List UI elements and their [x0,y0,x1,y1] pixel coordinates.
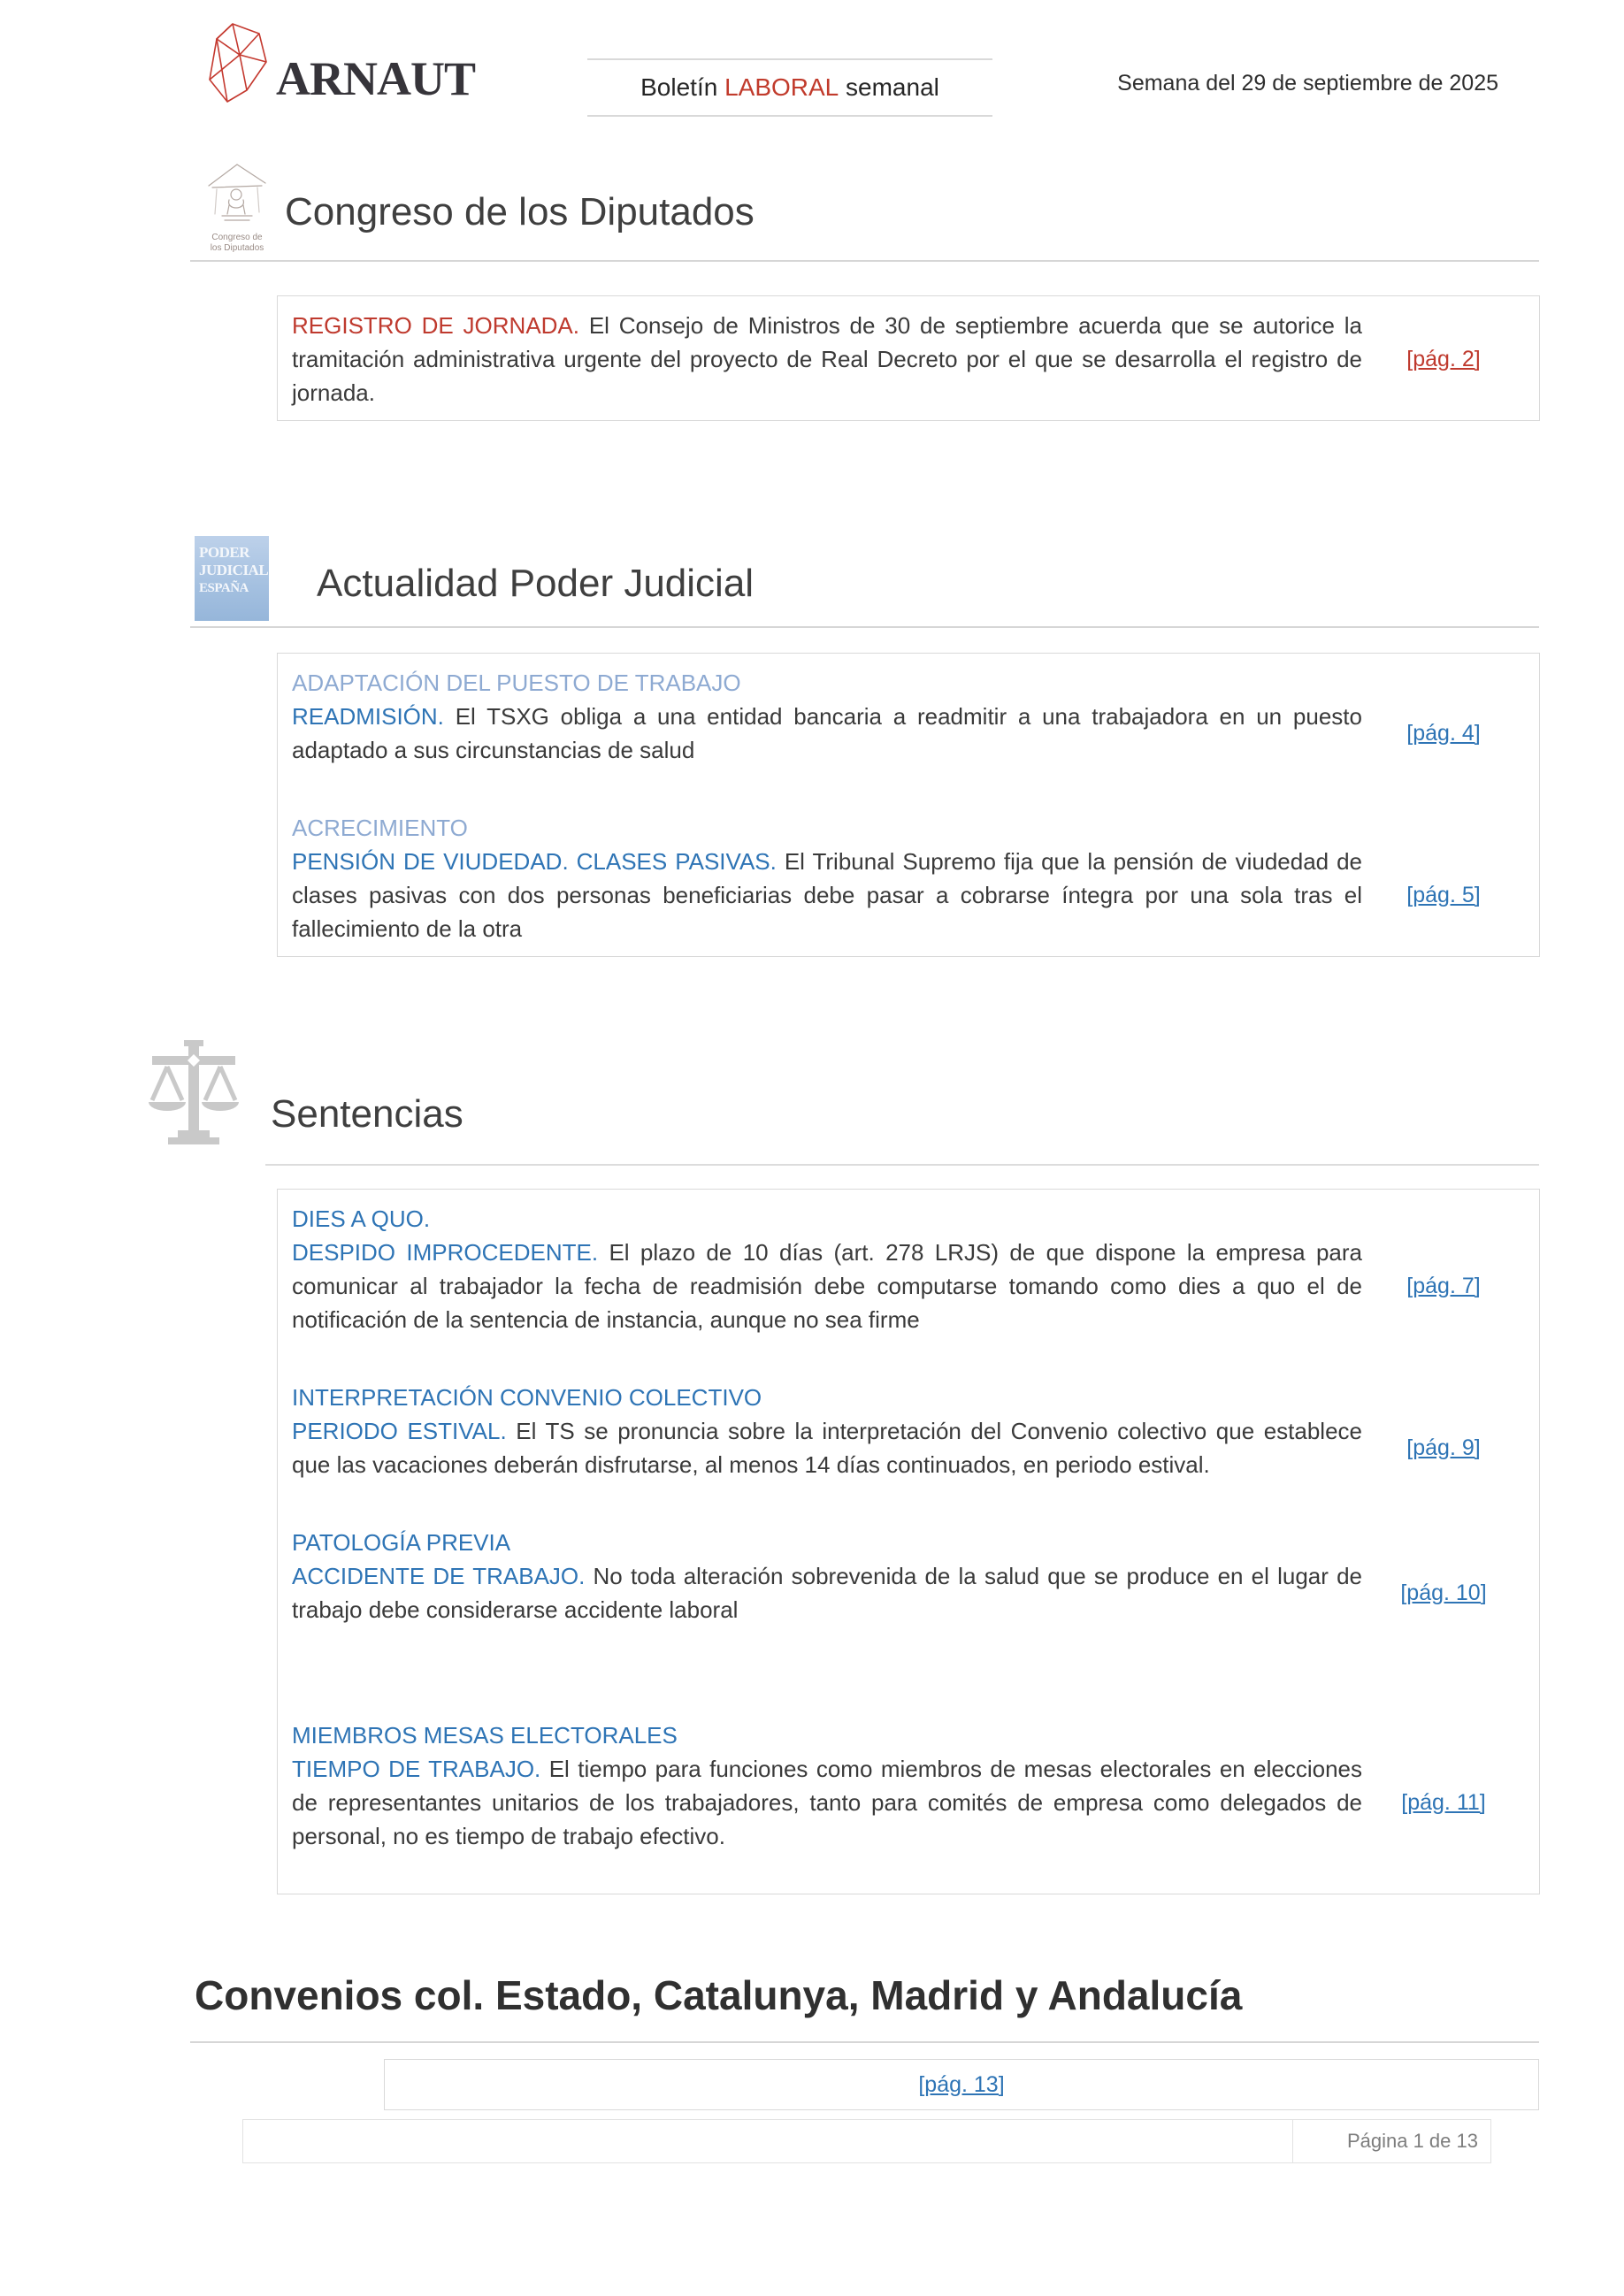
item-kicker: INTERPRETACIÓN CONVENIO COLECTIVO [292,1384,762,1411]
week-date: Semana del 29 de septiembre de 2025 [1117,71,1498,96]
item-text [292,845,1362,945]
page-indicator: Página 1 de 13 [1292,2120,1490,2162]
item-body: El tiempo para funciones como miembros de mesas electorales en elecciones de representantes unitarios de los trabajadores, tanto para comités de empresa como delegados de personal, no es tiempo de trabajo efectivo. [292,1756,1362,1849]
congreso-logo-caption: Congreso de los Diputados [210,233,264,253]
page-link[interactable]: [pág. 2] [1406,346,1481,371]
item-lead: PERIODO ESTIVAL. [292,1418,507,1444]
newsletter-item [278,666,1539,767]
item-text [292,1414,1362,1481]
item-link-column [1362,1274,1525,1299]
newsletter-item [278,1526,1539,1626]
newsletter-item [278,1718,1539,1853]
item-link-column [1362,1435,1525,1461]
section-title-poder-judicial: Actualidad Poder Judicial [317,562,755,605]
congreso-items-box [277,295,1540,421]
congreso-building-icon [204,159,270,226]
item-text [292,1752,1362,1853]
newsletter-item [278,1202,1539,1336]
section-title-sentencias: Sentencias [271,1092,463,1136]
item-body: El plazo de 10 días (art. 278 LRJS) de que dispone la empresa para comunicar al trabajador la fecha de readmisión debe computarse tomando como dies a quo el de notificación de la sentencia de instancia, aunque no sea firme [292,1239,1362,1333]
item-link-column [1362,721,1525,746]
item-text [292,700,1362,767]
item-link-column [1362,1790,1525,1816]
item-body: No toda alteración sobrevenida de la salud que se produce en el lugar de trabajo debe considerarse accidente laboral [292,1563,1362,1623]
item-link-column [1362,883,1525,908]
section-divider [190,2041,1539,2043]
item-lead: READMISIÓN. [292,703,444,730]
convenios-link-box [384,2059,1539,2110]
newsletter-item [278,309,1539,409]
page-link[interactable]: [pág. 13] [918,2071,1005,2097]
page-footer [242,2119,1491,2163]
item-kicker: MIEMBROS MESAS ELECTORALES [292,1722,678,1749]
item-link-column [1362,1580,1525,1606]
newsletter-title-accent: LABORAL [724,73,839,101]
page-link[interactable]: [pág. 7] [1406,1273,1481,1298]
section-divider [265,1164,1539,1166]
newsletter-title-prefix: Boletín [640,73,725,101]
item-kicker: PATOLOGÍA PREVIA [292,1529,511,1556]
item-body: El Tribunal Supremo fija que la pensión de viudedad de clases pasivas con dos personas beneficiarias debe pasar a cobrarse íntegra por una sola tras el fallecimiento de la otra [292,848,1363,942]
section-divider [190,626,1539,628]
congreso-logo [196,159,278,254]
item-kicker: ACRECIMIENTO [292,815,468,841]
item-body: El Consejo de Ministros de 30 de septiembre acuerda que se autorice la tramitación administrativa urgente del proyecto de Real Decreto por el que se desarrolla el registro de jornada. [292,312,1362,406]
newsletter-title [587,58,992,117]
brand-wordmark: ARNAUT [276,52,476,105]
scales-of-justice-icon [142,1033,246,1146]
pj-logo-line: JUDICIAL [199,562,269,578]
footer-spacer [243,2120,1292,2162]
item-lead: TIEMPO DE TRABAJO. [292,1756,541,1782]
sentencias-items-box [277,1189,1540,1894]
newsletter-item [278,811,1539,945]
newsletter-title-suffix: semanal [839,73,939,101]
item-text [292,309,1362,409]
brand-logo [200,21,475,104]
item-lead: DESPIDO IMPROCEDENTE. [292,1239,599,1266]
section-title-congreso: Congreso de los Diputados [285,190,755,233]
page-link[interactable]: [pág. 9] [1406,1435,1481,1460]
item-lead: REGISTRO DE JORNADA. [292,312,579,339]
item-text [292,1236,1362,1336]
pj-logo-line: ESPAÑA [199,581,249,595]
item-text [292,1559,1362,1626]
item-lead: ACCIDENTE DE TRABAJO. [292,1563,586,1589]
section-divider [190,260,1539,262]
poder-judicial-items-box [277,653,1540,957]
section-title-convenios: Convenios col. Estado, Catalunya, Madrid y Andalucía [195,1972,1243,2018]
item-body: El TS se pronuncia sobre la interpretación del Convenio colectivo que establece que las vacaciones deberán disfrutarse, al menos 14 días continuados, en periodo estival. [292,1418,1363,1478]
item-kicker: DIES A QUO. [292,1205,431,1232]
item-body: El TSXG obliga a una entidad bancaria a readmitir a una trabajadora en un puesto adaptado a sus circunstancias de salud [292,703,1362,763]
page-link[interactable]: [pág. 5] [1406,882,1481,907]
item-link-column [1362,347,1525,372]
page-link[interactable]: [pág. 4] [1406,720,1481,746]
gem-logo-icon [200,21,272,104]
item-kicker: ADAPTACIÓN DEL PUESTO DE TRABAJO [292,670,741,696]
newsletter-item [278,1381,1539,1481]
page-link[interactable]: [pág. 11] [1401,1789,1486,1815]
poder-judicial-logo [195,536,269,621]
item-lead: PENSIÓN DE VIUDEDAD. CLASES PASIVAS. [292,848,777,875]
pj-logo-line: PODER [199,544,249,561]
page-link[interactable]: [pág. 10] [1400,1580,1487,1605]
